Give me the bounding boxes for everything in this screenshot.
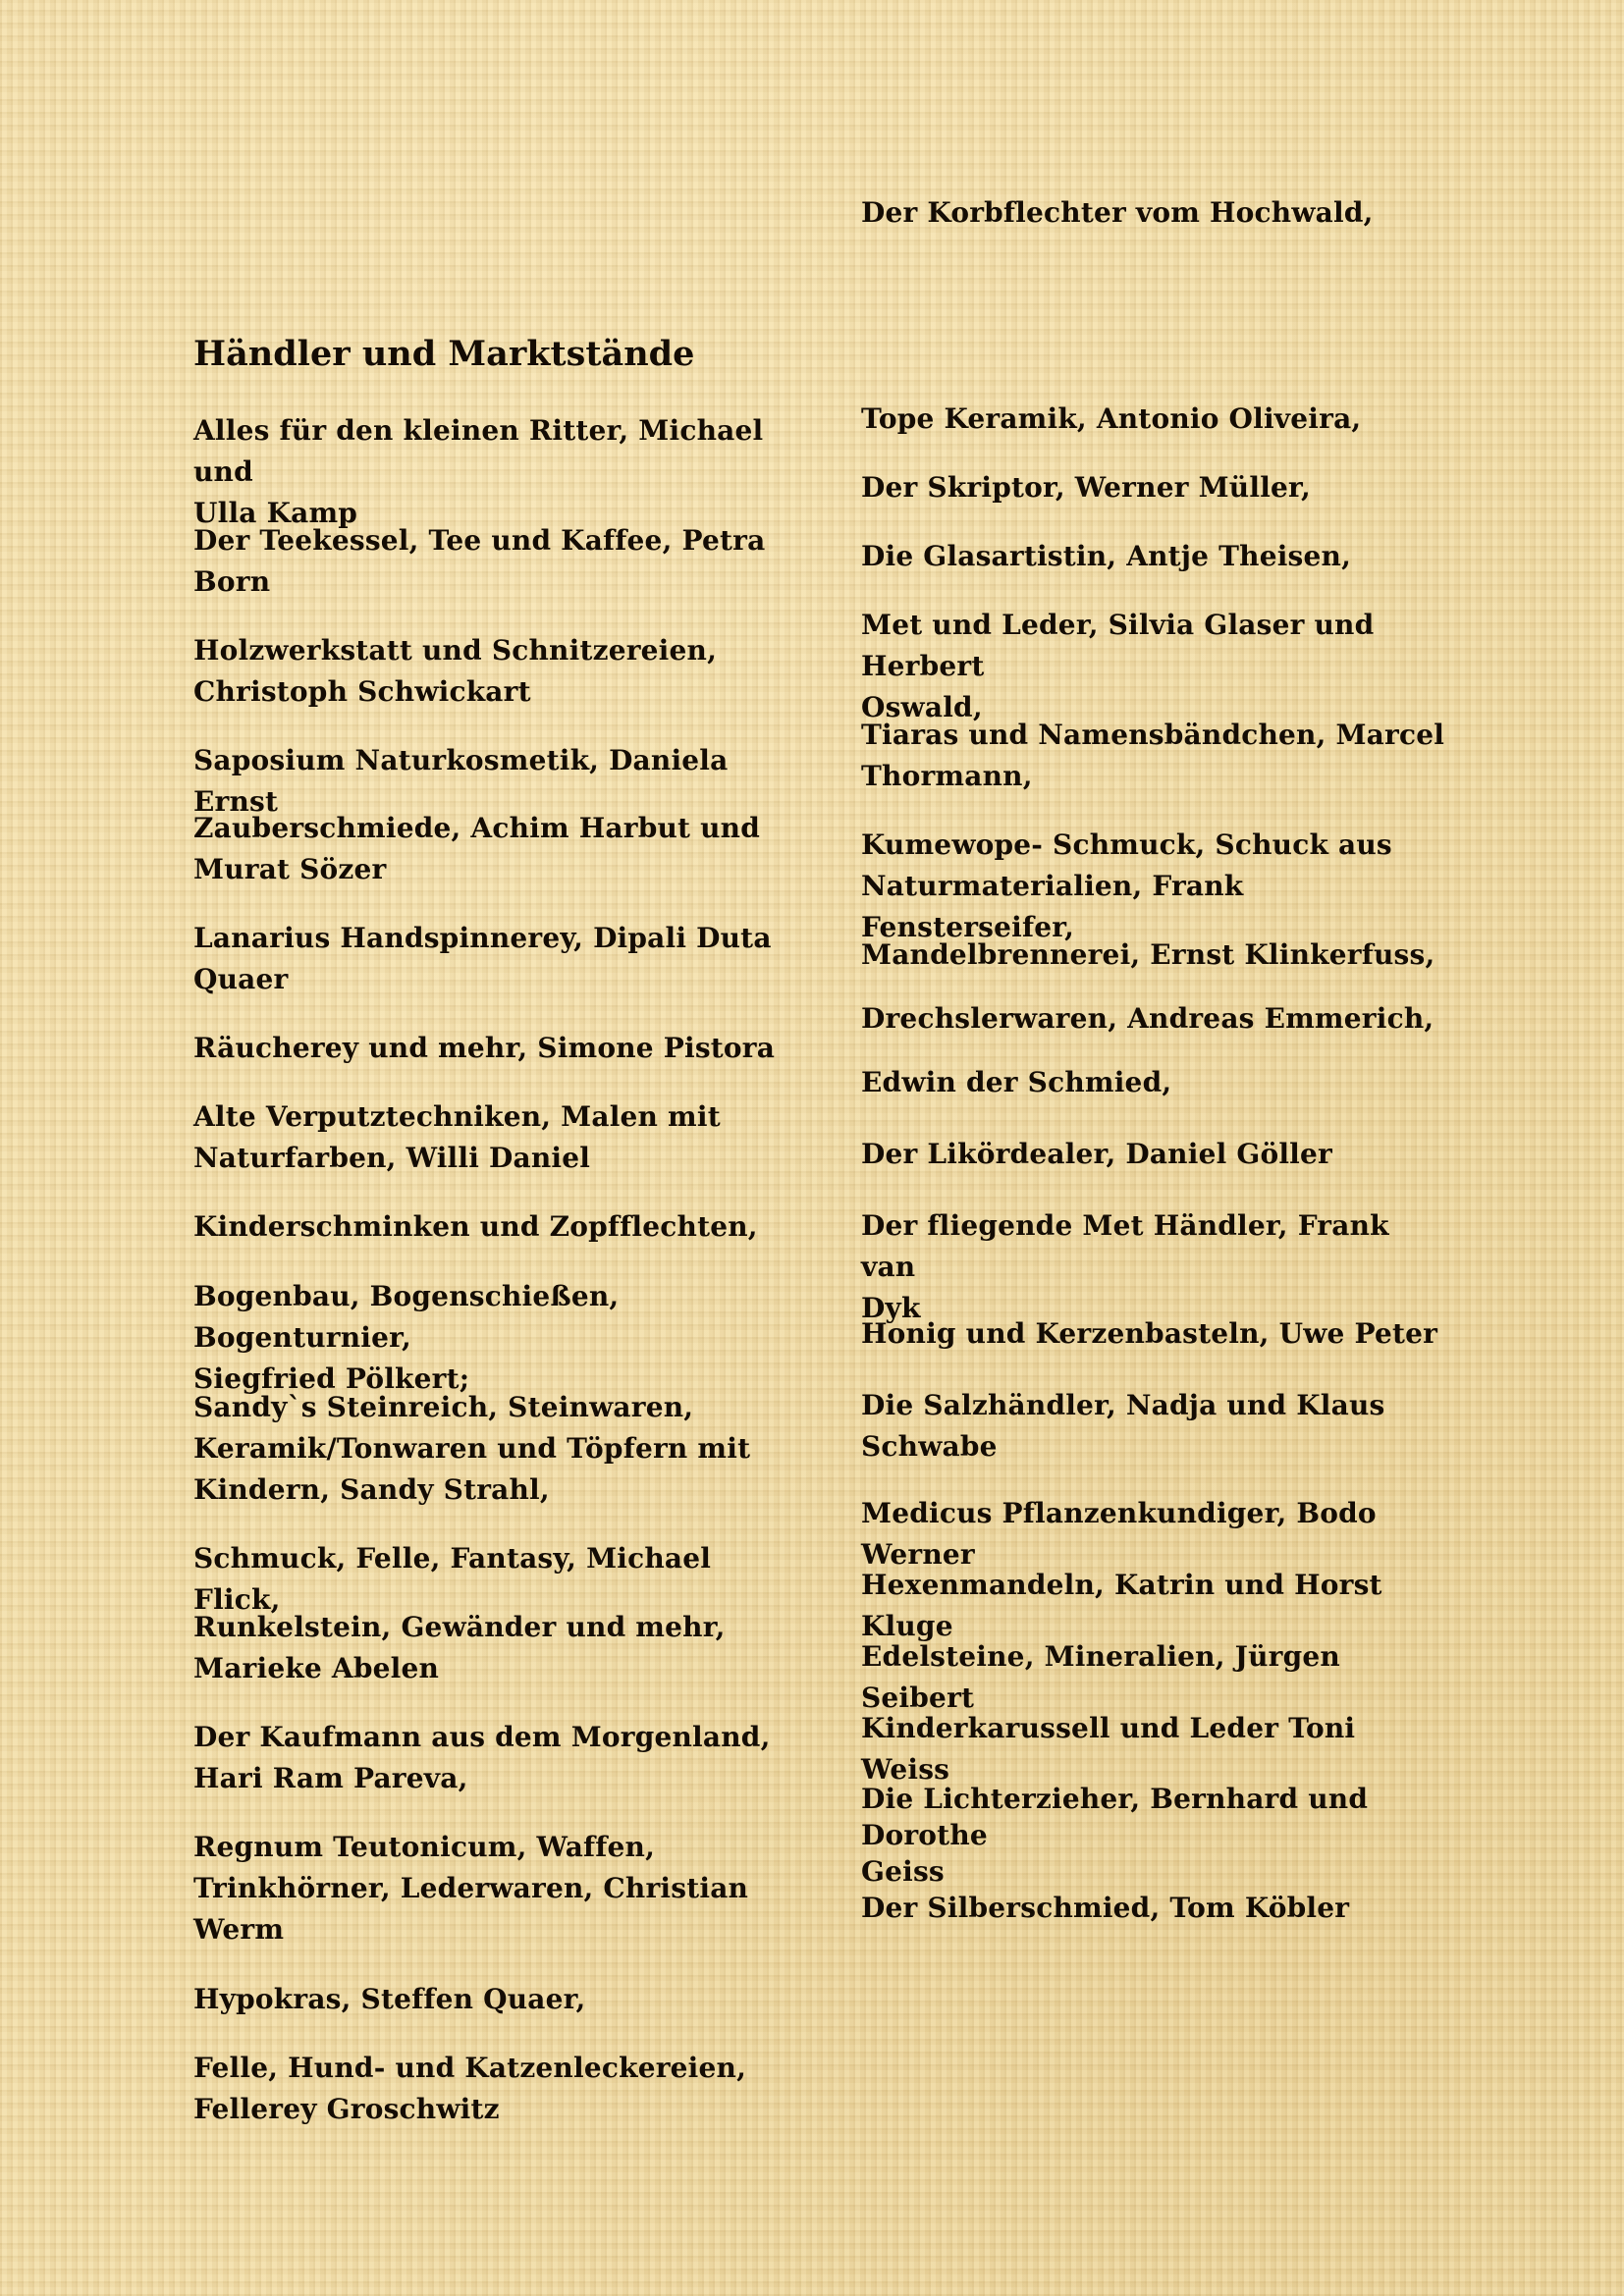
vendor-entry: Regnum Teutonicum, Waffen, Trinkhörner, Lederwaren, Christian Werm [193,1831,749,1946]
vendor-entry: Alte Verputztechniken, Malen mit Naturfarben, Willi Daniel [193,1100,721,1174]
vendor-entry: Hexenmandeln, Katrin und Horst Kluge [861,1569,1382,1642]
vendor-entry: Alles für den kleinen Ritter, Michael und Ulla Kamp [193,414,764,529]
vendor-entry: Der Korbflechter vom Hochwald, [861,196,1374,229]
vendor-entry: Drechslerwaren, Andreas Emmerich, [861,1002,1435,1035]
vendor-entry: Hypokras, Steffen Quaer, [193,1983,586,2015]
vendor-entry: Die Salzhändler, Nadja und Klaus Schwabe [861,1389,1385,1463]
vendor-entry: Runkelstein, Gewänder und mehr, Marieke Abelen [193,1611,726,1684]
vendor-entry: Mandelbrennerei, Ernst Klinkerfuss, [861,938,1435,971]
vendor-entry: Kinderschminken und Zopfflechten, [193,1210,758,1243]
vendor-entry: Bogenbau, Bogenschießen, Bogenturnier, Siegfried Pölkert; [193,1280,620,1395]
vendor-entry: Met und Leder, Silvia Glaser und Herbert Oswald, [861,609,1375,723]
vendor-entry: Edelsteine, Mineralien, Jürgen Seibert [861,1640,1340,1714]
vendor-entry: Zauberschmiede, Achim Harbut und Murat Sözer [193,812,761,885]
vendor-entry: Der fliegende Met Händler, Frank van Dyk [861,1209,1389,1324]
vendor-entry: Sandy`s Steinreich, Steinwaren, Keramik/Tonwaren und Töpfern mit Kindern, Sandy Strahl, [193,1391,751,1506]
vendor-entry: Saposium Naturkosmetik, Daniela Ernst [193,744,729,818]
vendor-entry: Der Teekessel, Tee und Kaffee, Petra Born [193,524,766,598]
vendor-entry: Edwin der Schmied, [861,1066,1172,1098]
vendor-entry: Der Likördealer, Daniel Göller [861,1138,1332,1170]
vendor-entry: Tope Keramik, Antonio Oliveira, [861,402,1362,435]
vendor-entry: Der Kaufmann aus dem Morgenland, Hari Ram Pareva, [193,1721,771,1794]
vendor-entry: Lanarius Handspinnerey, Dipali Duta Quaer [193,922,772,995]
vendor-entry: Die Lichterzieher, Bernhard und Dorothe Geiss Der Silberschmied, Tom Köbler [861,1783,1369,1924]
vendor-entry: Honig und Kerzenbasteln, Uwe Peter [861,1317,1438,1350]
vendor-entry: Holzwerkstatt und Schnitzereien, Christoph Schwickart [193,634,718,708]
section-heading: Händler und Marktstände [193,334,695,374]
vendor-entry: Der Skriptor, Werner Müller, [861,471,1311,504]
vendor-entry: Schmuck, Felle, Fantasy, Michael Flick, [193,1542,712,1616]
vendor-entry: Felle, Hund- und Katzenleckereien, Fellerey Groschwitz [193,2052,747,2125]
vendor-entry: Medicus Pflanzenkundiger, Bodo Werner [861,1497,1377,1571]
vendor-entry: Kumewope- Schmuck, Schuck aus Naturmaterialien, Frank Fensterseifer, [861,828,1392,943]
vendor-entry: Räucherey und mehr, Simone Pistora [193,1032,776,1064]
vendor-entry: Kinderkarussell und Leder Toni Weiss [861,1712,1356,1786]
vendor-entry: Die Glasartistin, Antje Theisen, [861,540,1352,572]
vendor-entry: Tiaras und Namensbändchen, Marcel Thormann, [861,719,1445,792]
